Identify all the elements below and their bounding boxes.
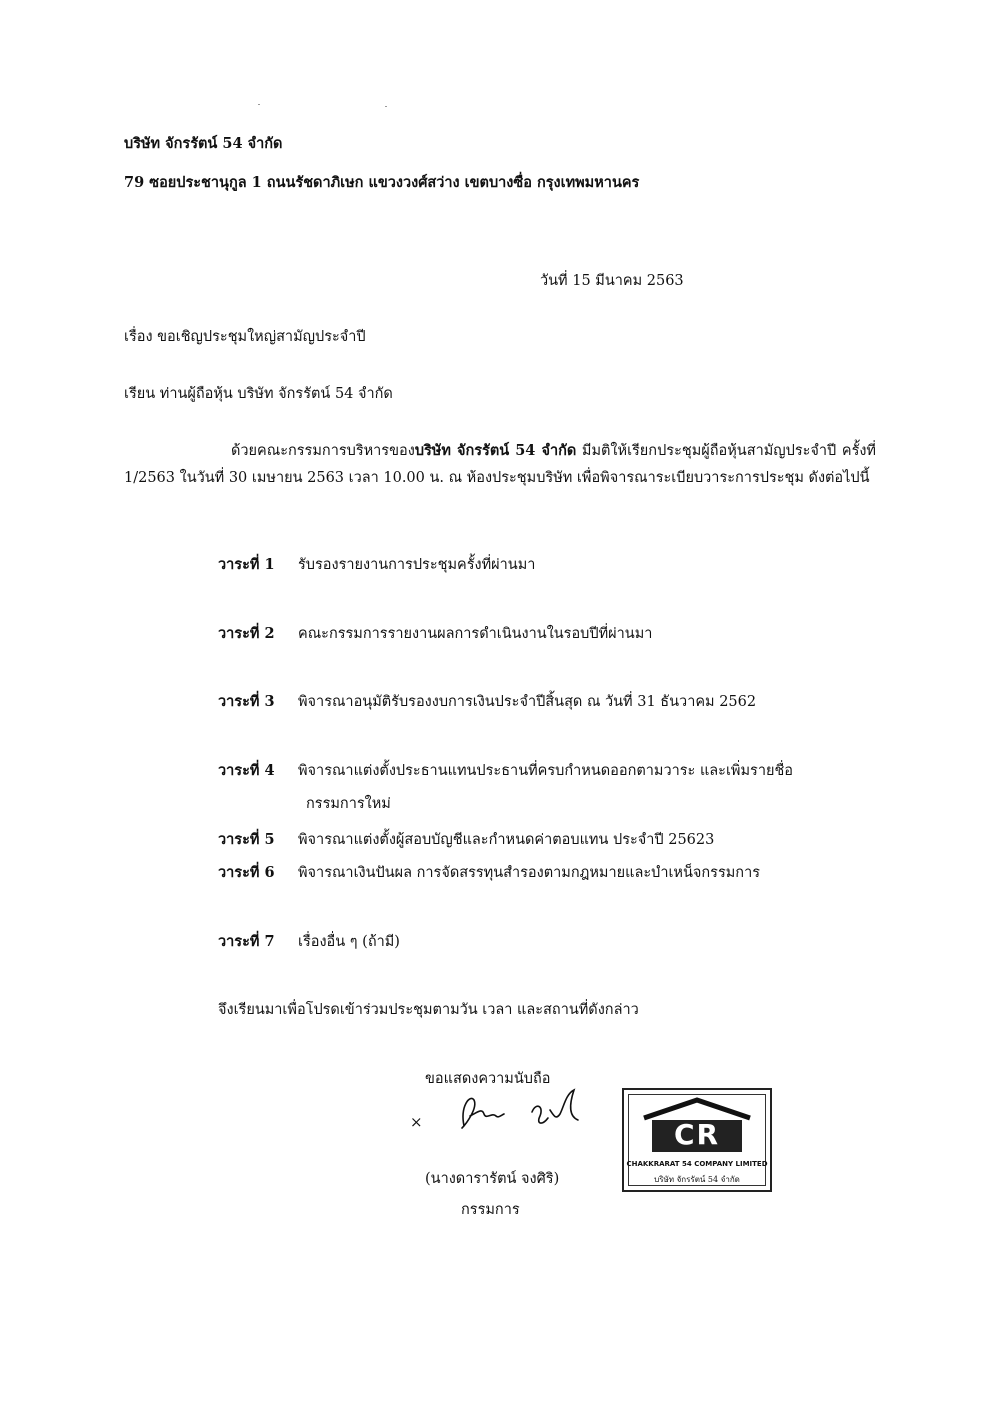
handwritten-signature: [452, 1086, 587, 1136]
agenda-label: วาระที่ 3: [218, 693, 275, 710]
agenda-text: คณะกรรมการรายงานผลการดำเนินงานในรอบปีที่ผ่านมา: [298, 626, 653, 642]
closing-text: จึงเรียนมาเพื่อโปรดเข้าร่วมประชุมตามวัน เวลา และสถานที่ดังกล่าว: [218, 1002, 639, 1018]
agenda-text: เรื่องอื่น ๆ (ถ้ามี): [298, 934, 400, 950]
signer-name: (นางดารารัตน์ จงศิริ): [425, 1171, 560, 1187]
agenda-text: พิจารณาแต่งตั้งประธานแทนประธานที่ครบกำหนดออกตามวาระ และเพิ่มรายชื่อ: [298, 763, 794, 779]
letter-date: วันที่ 15 มีนาคม 2563: [540, 273, 684, 289]
agenda-text: พิจารณาอนุมัติรับรองงบการเงินประจำปีสิ้นสุด ณ วันที่ 31 ธันวาคม 2562: [298, 694, 757, 710]
stamp-logo-text: CR: [673, 1118, 721, 1151]
company-address: 79 ซอยประชานุกูล 1 ถนนรัชดาภิเษก แขวงวงศ์สว่าง เขตบางซื่อ กรุงเทพมหานคร: [124, 174, 640, 191]
regards-text: ขอแสดงความนับถือ: [425, 1071, 551, 1087]
agenda-item-4-continued: กรรมการใหม่: [306, 796, 391, 812]
agenda-item-2: [218, 622, 652, 645]
agenda-item-4: [218, 759, 793, 782]
agenda-label: วาระที่ 7: [218, 933, 275, 950]
signer-title: กรรมการ: [461, 1202, 520, 1218]
agenda-text: พิจารณาเงินปันผล การจัดสรรทุนสำรองตามกฎหมายและบำเหน็จกรรมการ: [298, 865, 761, 881]
agenda-item-3: [218, 690, 756, 713]
agenda-label: วาระที่ 1: [218, 556, 275, 573]
agenda-label: วาระที่ 5: [218, 831, 275, 848]
letter-subject: เรื่อง ขอเชิญประชุมใหญ่สามัญประจำปี: [124, 329, 366, 345]
letter-salutation: เรียน ท่านผู้ถือหุ้น บริษัท จักรรัตน์ 54 จำกัด: [124, 386, 393, 402]
stamp-name-th: บริษัท จักรรัตน์ 54 จำกัด: [654, 1175, 740, 1184]
body-prefix: ด้วยคณะกรรมการบริหารของ: [231, 443, 415, 459]
body-company: บริษัท จักรรัตน์ 54 จำกัด: [414, 442, 577, 459]
signature-mark: ×: [410, 1113, 423, 1131]
agenda-label: วาระที่ 6: [218, 864, 275, 881]
agenda-item-7: [218, 930, 400, 953]
agenda-item-5: [218, 828, 714, 851]
agenda-item-1: [218, 553, 535, 576]
agenda-text: รับรองรายงานการประชุมครั้งที่ผ่านมา: [298, 557, 536, 573]
stamp-name-en: CHAKKRARAT 54 COMPANY LIMITED: [626, 1160, 768, 1168]
agenda-text: พิจารณาแต่งตั้งผู้สอบบัญชีและกำหนดค่าตอบแทน ประจำปี 25623: [298, 832, 715, 848]
scan-speck: [258, 104, 260, 105]
company-name: บริษัท จักรรัตน์ 54 จำกัด: [124, 135, 283, 152]
body-text: มีมติให้เรียกประชุมผู้ถือหุ้นสามัญประจำปี ครั้งที่ 1/2563 ในวันที่ 30 เมษายน 2563 เวลา 10.00 น. ณ ห้องประชุมบริษัท เพื่อพิจารณาระเบียบวาระการประชุม ดังต่อไปนี้: [124, 443, 876, 486]
body-paragraph: [124, 437, 876, 492]
agenda-label: วาระที่ 2: [218, 625, 275, 642]
company-stamp: [622, 1088, 772, 1192]
scan-speck: [385, 106, 387, 107]
agenda-item-6: [218, 861, 760, 884]
agenda-label: วาระที่ 4: [218, 762, 275, 779]
